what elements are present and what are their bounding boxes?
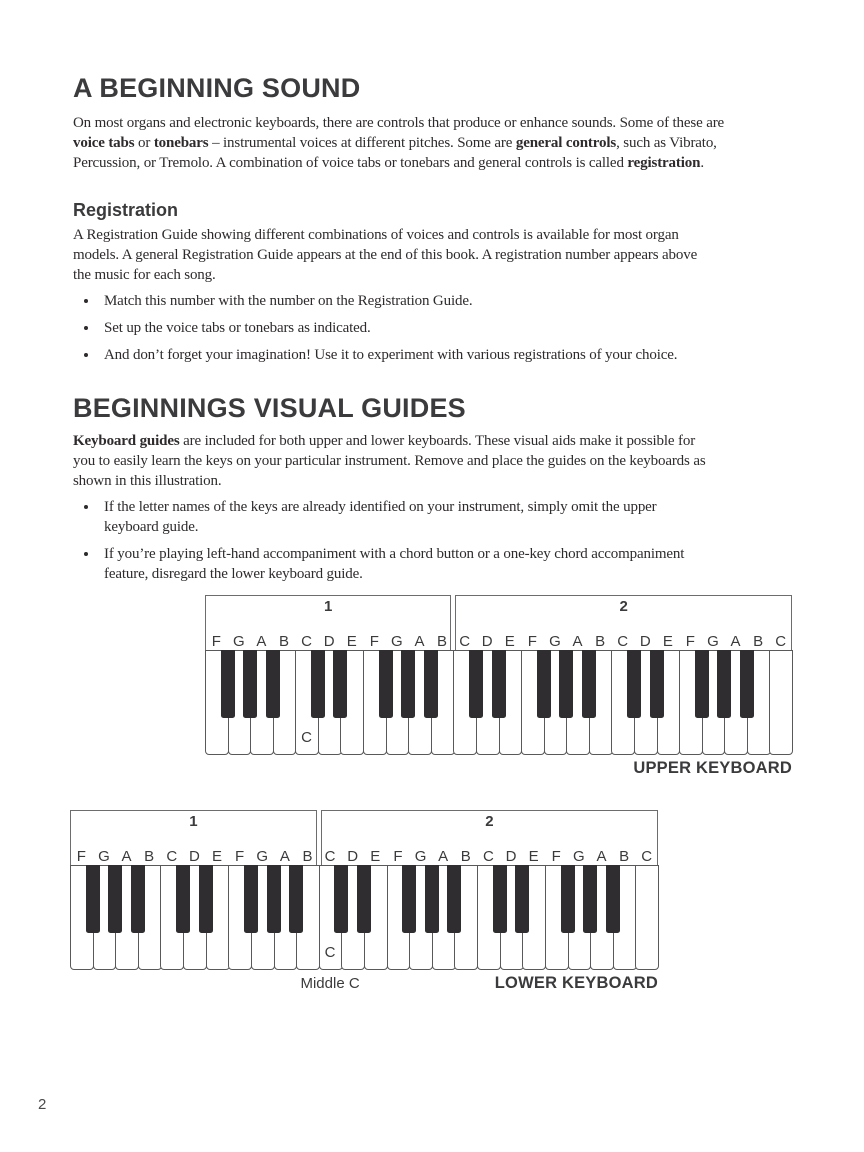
black-key <box>401 650 415 718</box>
black-key <box>447 865 461 933</box>
black-key <box>559 650 573 718</box>
text-run: feature, disregard the lower keyboard guide. <box>104 566 363 582</box>
key-letter-name: F <box>369 633 379 650</box>
key-letter-name: F <box>527 633 537 650</box>
black-key <box>492 650 506 718</box>
bold-term: Keyboard guides <box>73 433 180 449</box>
black-key <box>379 650 393 718</box>
key-letter-name: G <box>98 848 110 865</box>
key-letter-name: A <box>414 633 425 650</box>
black-key <box>86 865 100 933</box>
black-key <box>537 650 551 718</box>
key-letter-name: B <box>302 848 313 865</box>
text-run: If you’re playing left-hand accompaniment with a chord button or a one-key chord accompaniment <box>104 546 685 562</box>
key-letter-name: A <box>256 633 267 650</box>
black-key <box>650 650 664 718</box>
upper-keyboard-label: UPPER KEYBOARD <box>633 759 792 777</box>
key-letter-name: G <box>256 848 269 865</box>
key-letter-name: G <box>414 848 427 865</box>
bullet-item <box>99 497 799 537</box>
bold-term: tonebars <box>153 135 209 151</box>
heading-beginnings-visual-guides: BEGINNINGS VISUAL GUIDES <box>73 393 466 423</box>
black-key <box>311 650 325 718</box>
text-run: keyboard guide. <box>104 519 199 535</box>
visual-guides-bullet-list <box>73 497 799 584</box>
black-key <box>717 650 731 718</box>
key-letter-name: F <box>551 848 561 865</box>
text-run: Match this number with the number on the Registration Guide. <box>104 293 473 309</box>
black-key <box>402 865 416 933</box>
black-key <box>583 865 597 933</box>
key-letter-name: F <box>393 848 403 865</box>
guide-number-label: 1 <box>324 598 333 615</box>
c-key-label: C <box>301 729 313 746</box>
black-key <box>221 650 235 718</box>
key-letter-name: B <box>437 633 448 650</box>
key-letter-name: D <box>639 633 651 650</box>
page-number: 2 <box>38 1096 47 1113</box>
key-letter-name: D <box>481 633 493 650</box>
lower-keyboard-diagram <box>70 810 658 1002</box>
c-key-label: C <box>324 944 336 961</box>
key-letter-name: D <box>188 848 200 865</box>
text-run: models. A general Registration Guide appears at the end of this book. A registration number appears above <box>73 247 698 263</box>
key-letter-name: G <box>549 633 561 650</box>
key-letter-name: E <box>211 848 223 865</box>
keys-row <box>205 650 792 755</box>
text-run: A Registration Guide showing different combinations of voices and controls is available for most organ <box>73 227 679 243</box>
black-key <box>108 865 122 933</box>
key-letter-name: B <box>279 633 290 650</box>
text-run: the music for each song. <box>73 267 216 283</box>
key-letter-name: C <box>301 633 313 650</box>
text-run: . <box>700 155 704 171</box>
bullet-item <box>99 318 799 338</box>
black-key <box>243 650 257 718</box>
key-letter-name: A <box>121 848 132 865</box>
text-run: And don’t forget your imagination! Use it to experiment with various registrations of your choice. <box>104 347 678 363</box>
key-letter-name: E <box>662 633 673 650</box>
key-letter-name: D <box>505 848 517 865</box>
page-content <box>73 73 799 591</box>
key-letter-name: A <box>572 633 583 650</box>
guide-row <box>205 595 792 650</box>
heading-registration: Registration <box>73 200 179 220</box>
key-letter-name: C <box>775 633 787 650</box>
text-run: If the letter names of the keys are already identified on your instrument, simply omit the upper <box>104 499 657 515</box>
key-letter-name: B <box>460 848 471 865</box>
black-key <box>469 650 483 718</box>
key-letter-name: C <box>324 848 336 865</box>
key-letter-name: A <box>596 848 607 865</box>
black-key <box>267 865 281 933</box>
text-run: are included for both upper and lower keyboards. These visual aids make it possible for <box>179 433 696 449</box>
black-key <box>582 650 596 718</box>
key-letter-name: A <box>730 633 741 650</box>
black-key <box>289 865 303 933</box>
heading-a-beginning-sound: A BEGINNING SOUND <box>73 73 361 103</box>
text-run: you to easily learn the keys on your particular instrument. Remove and place the guides on the keyboards as <box>73 453 706 469</box>
text-run: Percussion, or Tremolo. A combination of voice tabs or tonebars and general controls is called <box>73 155 628 171</box>
key-letter-name: C <box>617 633 629 650</box>
key-letter-name: E <box>504 633 515 650</box>
text-run: or <box>134 135 154 151</box>
visual-guides-paragraph <box>73 431 799 491</box>
text-run: – instrumental voices at different pitches. Some are <box>208 135 516 151</box>
guide-row <box>70 810 658 865</box>
black-key <box>740 650 754 718</box>
black-key <box>695 650 709 718</box>
black-key <box>244 865 258 933</box>
key-letter-name: G <box>233 633 245 650</box>
black-key <box>333 650 347 718</box>
key-letter-name: C <box>166 848 178 865</box>
middle-c-caption: Middle C <box>300 975 360 992</box>
registration-bullet-list <box>73 291 799 365</box>
key-letter-name: B <box>753 633 764 650</box>
black-key <box>266 650 280 718</box>
key-letter-name: F <box>211 633 221 650</box>
black-key <box>131 865 145 933</box>
black-key <box>561 865 575 933</box>
key-letter-name: B <box>144 848 155 865</box>
black-key <box>493 865 507 933</box>
black-key <box>334 865 348 933</box>
key-letter-name: E <box>370 848 381 865</box>
bold-term: general controls <box>515 135 617 151</box>
guide-number-label: 2 <box>619 598 628 615</box>
text-run: , such as Vibrato, <box>616 135 717 151</box>
bullet-item <box>99 291 799 311</box>
guide-number-label: 1 <box>189 813 198 830</box>
key-letter-name: F <box>235 848 245 865</box>
key-letter-name: B <box>595 633 606 650</box>
lower-keyboard-label: LOWER KEYBOARD <box>494 974 658 992</box>
key-letter-name: C <box>482 848 494 865</box>
black-key <box>176 865 190 933</box>
key-letter-name: F <box>76 848 86 865</box>
key-letter-name: B <box>619 848 630 865</box>
key-letter-name: F <box>685 633 695 650</box>
black-key <box>515 865 529 933</box>
text-run: On most organs and electronic keyboards, there are controls that produce or enhance sounds. Some of these are <box>73 115 725 131</box>
key-letter-name: A <box>279 848 290 865</box>
bold-term: voice tabs <box>73 135 135 151</box>
black-key <box>357 865 371 933</box>
keys-row <box>70 865 658 970</box>
key-letter-name: D <box>323 633 335 650</box>
key-letter-name: E <box>346 633 357 650</box>
key-letter-name: G <box>391 633 403 650</box>
key-letter-name: G <box>573 848 585 865</box>
key-letter-name: C <box>641 848 653 865</box>
key-letter-name: G <box>707 633 719 650</box>
registration-paragraph <box>73 225 799 285</box>
beginning-sound-paragraph <box>73 113 799 173</box>
black-key <box>606 865 620 933</box>
key-letter-name: D <box>347 848 359 865</box>
upper-keyboard-diagram <box>205 595 792 787</box>
black-key <box>424 650 438 718</box>
black-key <box>199 865 213 933</box>
key-letter-name: A <box>438 848 449 865</box>
bullet-item <box>99 544 799 584</box>
text-run: Set up the voice tabs or tonebars as indicated. <box>104 320 371 336</box>
white-key-c-25 <box>769 650 793 755</box>
key-letter-name: C <box>459 633 471 650</box>
black-key <box>425 865 439 933</box>
key-letter-name: E <box>528 848 539 865</box>
black-key <box>627 650 641 718</box>
bullet-item <box>99 345 799 365</box>
guide-number-label: 2 <box>485 813 494 830</box>
white-key-c-25 <box>635 865 659 970</box>
text-run: shown in this illustration. <box>73 473 222 489</box>
bold-term: registration <box>627 155 701 171</box>
